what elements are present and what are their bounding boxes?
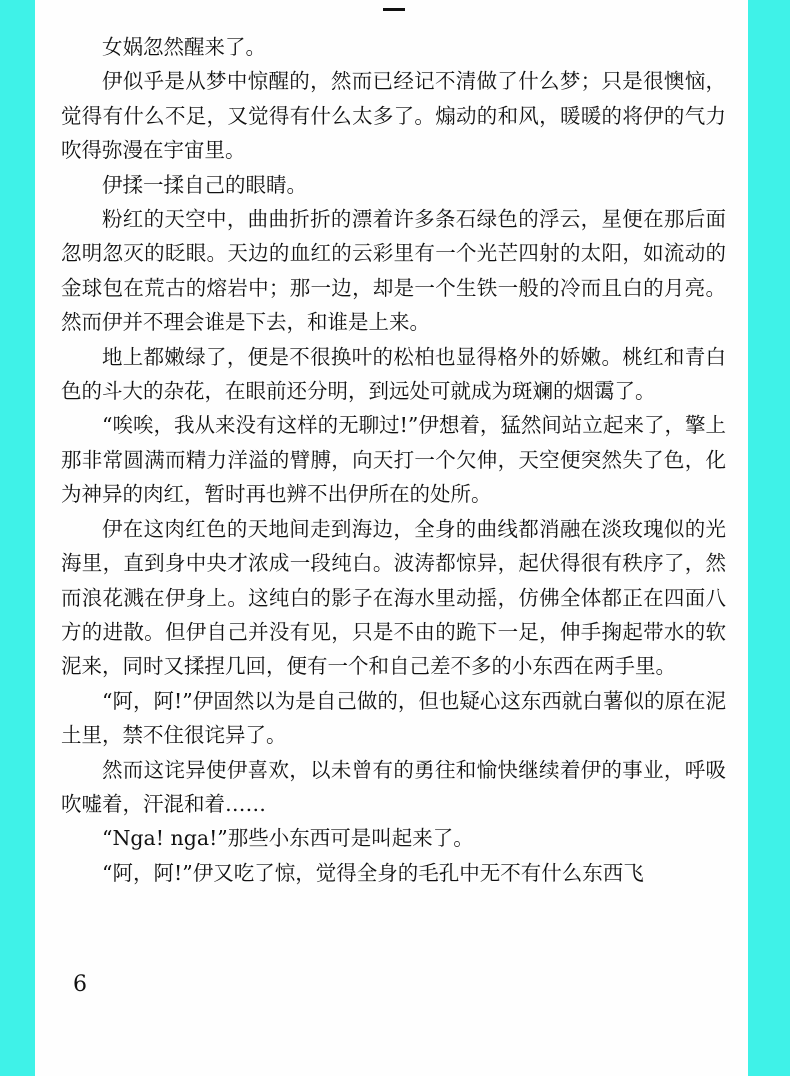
paragraph: 伊在这肉红色的天地间走到海边，全身的曲线都消融在淡玫瑰似的光海里，直到身中央才浓成一段纯白。波涛都惊异，起伏得很有秩序了，然而浪花溅在伊身上。这纯白的影子在海水里动摇，仿佛全体都正在四面八方的进散。但伊自己并没有见，只是不由的跪下一足，伸手掬起带水的软泥来，同时又揉捏几回，便有一个和自己差不多的小东西在两手里。 (61, 516, 726, 679)
paragraph: 然而这诧异使伊喜欢，以未曾有的勇往和愉快继续着伊的事业，呼吸吹嘘着，汗混和着…… (61, 757, 726, 816)
paragraph: “阿，阿!”伊固然以为是自己做的，但也疑心这东西就白薯似的原在泥土里，禁不住很诧异了。 (61, 688, 726, 748)
paragraph: “唉唉，我从来没有这样的无聊过!”伊想着，猛然间站立起来了，擎上那非常圆满而精力洋溢的臂膊，向天打一个欠伸，天空便突然失了色，化为神异的肉红，暂时再也辨不出伊所在的处所。 (61, 413, 726, 507)
paragraph: “Nga! nga!”那些小东西可是叫起来了。 (102, 826, 474, 851)
paragraph: 地上都嫩绿了，便是不很换叶的松柏也显得格外的娇嫩。桃红和青白色的斗大的杂花，在眼前还分明，到远处可就成为斑斓的烟霭了。 (61, 344, 726, 404)
paragraph: 伊似乎是从梦中惊醒的，然而已经记不清做了什么梦；只是很懊恼，觉得有什么不足，又觉得有什么太多了。煽动的和风，暖暖的将伊的气力吹得弥漫在宇宙里。 (61, 69, 726, 163)
paragraph: 女娲忽然醒来了。 (102, 35, 266, 59)
paragraph: 粉红的天空中，曲曲折折的漂着许多条石绿色的浮云，星便在那后面忽明忽灭的眨眼。天边的血红的云彩里有一个光芒四射的太阳，如流动的金球包在荒古的熔岩中；那一边，却是一个生铁一般的冷而且白的月亮。然而伊并不理会谁是下去，和谁是上来。 (61, 207, 726, 335)
paragraph: “阿，阿!”伊又吃了惊，觉得全身的毛孔中无不有什么东西飞 (102, 860, 644, 885)
paragraph: 伊揉一揉自己的眼睛。 (102, 172, 307, 197)
top-dash-mark (383, 8, 405, 11)
book-page (35, 0, 748, 1076)
body-text (61, 30, 726, 890)
page-number: 6 (73, 972, 87, 997)
